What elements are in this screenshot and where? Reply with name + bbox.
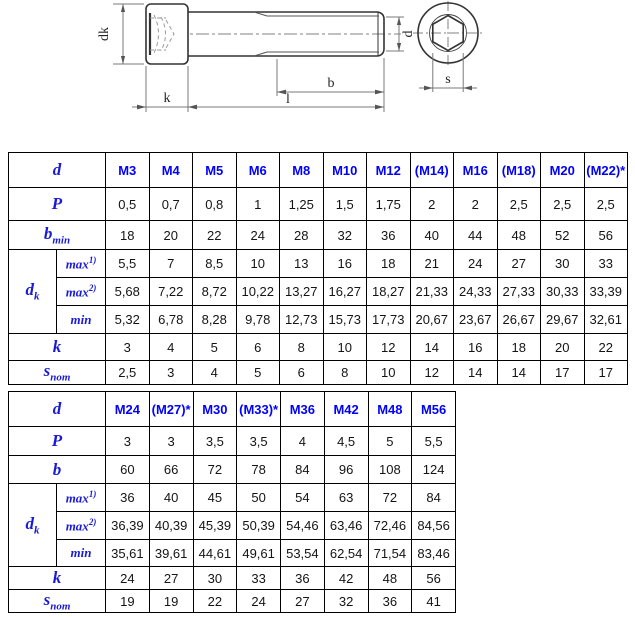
head-dia-min-value: 26,67 xyxy=(497,306,541,334)
head-dia-min-value: 8,28 xyxy=(193,306,237,334)
column-header: M42 xyxy=(324,392,368,427)
row-label-min: min xyxy=(57,540,106,567)
column-header: M8 xyxy=(280,153,324,188)
head-dia-min-value: 44,61 xyxy=(193,540,237,567)
head-dia-min-value: 29,67 xyxy=(541,306,585,334)
row-label-max2: $\max^{2)}$ xyxy=(57,278,106,306)
column-header: M16 xyxy=(454,153,498,188)
head-dia-max2-value: 21,33 xyxy=(410,278,454,306)
dim-label-l: l xyxy=(286,92,290,107)
socket-size-value: 10 xyxy=(367,361,411,385)
column-header: (M27)* xyxy=(149,392,193,427)
socket-size-value: 41 xyxy=(412,590,456,613)
row-head-dia-max1 xyxy=(9,250,628,278)
head-dia-max2-value: 16,27 xyxy=(323,278,367,306)
pitch-value: 2 xyxy=(454,188,498,221)
pitch-value: 0,8 xyxy=(193,188,237,221)
column-header: (M14) xyxy=(410,153,454,188)
thread-length-value: 124 xyxy=(412,456,456,484)
head-dia-max2-value: 40,39 xyxy=(149,512,193,540)
dim-label-k: k xyxy=(163,91,171,106)
head-dia-max1-value: 36 xyxy=(106,484,150,512)
head-dia-max2-value: 5,68 xyxy=(106,278,150,306)
row-label-max1: $\max^{1)}$ xyxy=(57,250,106,278)
dim-label-d: d xyxy=(401,30,416,38)
row-label-max1: $\max^{1)}$ xyxy=(57,484,106,512)
head-dia-max1-value: 5,5 xyxy=(106,250,150,278)
socket-size-value: 5 xyxy=(236,361,280,385)
head-height-value: 16 xyxy=(454,334,498,361)
socket-size-value: 12 xyxy=(410,361,454,385)
head-dia-max2-value: 33,39 xyxy=(584,278,628,306)
socket-size-value: 32 xyxy=(324,590,368,613)
head-dia-max2-value: 13,27 xyxy=(280,278,324,306)
row-head-dia-min xyxy=(9,306,628,334)
thread-length-value: 84 xyxy=(281,456,325,484)
head-dia-max1-value: 24 xyxy=(454,250,498,278)
pitch-value: 3 xyxy=(149,427,193,456)
head-height-value: 12 xyxy=(367,334,411,361)
head-dia-max2-value: 45,39 xyxy=(193,512,237,540)
head-dia-max2-value: 84,56 xyxy=(412,512,456,540)
head-height-value: 5 xyxy=(193,334,237,361)
head-dia-max2-value: 24,33 xyxy=(454,278,498,306)
header-row xyxy=(9,392,456,427)
head-dia-max2-value: 54,46 xyxy=(281,512,325,540)
row-label-d: d xyxy=(9,153,106,188)
head-dia-max1-value: 21 xyxy=(410,250,454,278)
head-dia-min-value: 49,61 xyxy=(237,540,281,567)
head-dia-min-value: 20,67 xyxy=(410,306,454,334)
socket-size-value: 19 xyxy=(106,590,150,613)
thread-length-value: 48 xyxy=(497,221,541,250)
head-height-value: 14 xyxy=(410,334,454,361)
head-dia-max1-value: 40 xyxy=(149,484,193,512)
screw-head-side-view xyxy=(146,4,188,64)
pitch-value: 0,5 xyxy=(106,188,150,221)
screw-dimensions-table-m3-m22 xyxy=(8,152,628,385)
row-pitch xyxy=(9,188,628,221)
head-height-value: 56 xyxy=(412,567,456,590)
head-dia-max1-value: 72 xyxy=(368,484,412,512)
row-label-max2: $\max^{2)}$ xyxy=(57,512,106,540)
row-head-dia-max2 xyxy=(9,512,456,540)
column-header: M5 xyxy=(193,153,237,188)
socket-size-value: 14 xyxy=(497,361,541,385)
socket-size-value: 3 xyxy=(149,361,193,385)
row-head-height xyxy=(9,567,456,590)
thread-length-value: 96 xyxy=(324,456,368,484)
header-row xyxy=(9,153,628,188)
head-height-value: 30 xyxy=(193,567,237,590)
head-dia-min-value: 35,61 xyxy=(106,540,150,567)
head-height-value: 18 xyxy=(497,334,541,361)
thread-length-value: 52 xyxy=(541,221,585,250)
pitch-value: 3,5 xyxy=(193,427,237,456)
pitch-value: 4 xyxy=(281,427,325,456)
thread-length-value: 78 xyxy=(237,456,281,484)
thread-length-value: 22 xyxy=(193,221,237,250)
pitch-value: 2,5 xyxy=(584,188,628,221)
dim-label-b: b xyxy=(327,76,335,91)
head-dia-max1-value: 45 xyxy=(193,484,237,512)
head-dia-max1-value: 50 xyxy=(237,484,281,512)
row-head-height xyxy=(9,334,628,361)
row-label-d: d xyxy=(9,392,106,427)
thread-length-value: 32 xyxy=(323,221,367,250)
socket-size-value: 24 xyxy=(237,590,281,613)
head-height-value: 22 xyxy=(584,334,628,361)
head-dia-max1-value: 27 xyxy=(497,250,541,278)
head-dia-min-value: 83,46 xyxy=(412,540,456,567)
pitch-value: 1 xyxy=(236,188,280,221)
row-socket-size xyxy=(9,590,456,613)
socket-size-value: 36 xyxy=(368,590,412,613)
thread-length-value: 108 xyxy=(368,456,412,484)
pitch-value: 2 xyxy=(410,188,454,221)
head-dia-min-value: 23,67 xyxy=(454,306,498,334)
head-dia-max1-value: 16 xyxy=(323,250,367,278)
column-header: M30 xyxy=(193,392,237,427)
column-header: M36 xyxy=(281,392,325,427)
pitch-value: 1,25 xyxy=(280,188,324,221)
head-height-value: 3 xyxy=(106,334,150,361)
thread-length-value: 28 xyxy=(280,221,324,250)
thread-length-value: 44 xyxy=(454,221,498,250)
pitch-value: 3,5 xyxy=(237,427,281,456)
row-label-min: min xyxy=(57,306,106,334)
pitch-value: 4,5 xyxy=(324,427,368,456)
column-header: M56 xyxy=(412,392,456,427)
row-label-s-nom: $s_{nom}$ xyxy=(9,361,106,385)
column-header: M20 xyxy=(541,153,585,188)
head-dia-max2-value: 7,22 xyxy=(149,278,193,306)
socket-size-value: 17 xyxy=(541,361,585,385)
row-label-dk: $d_k$ xyxy=(9,484,57,567)
row-label-b-min: $b_{min}$ xyxy=(9,221,106,250)
pitch-value: 1,5 xyxy=(323,188,367,221)
head-dia-min-value: 39,61 xyxy=(149,540,193,567)
screw-end-view xyxy=(413,1,483,67)
thread-length-value: 66 xyxy=(149,456,193,484)
screw-technical-drawing xyxy=(0,0,635,148)
thread-length-value: 72 xyxy=(193,456,237,484)
head-dia-max2-value: 18,27 xyxy=(367,278,411,306)
column-header: M10 xyxy=(323,153,367,188)
socket-size-value: 17 xyxy=(584,361,628,385)
head-height-value: 48 xyxy=(368,567,412,590)
head-height-value: 6 xyxy=(236,334,280,361)
head-dia-min-value: 17,73 xyxy=(367,306,411,334)
head-dia-min-value: 6,78 xyxy=(149,306,193,334)
head-dia-min-value: 15,73 xyxy=(323,306,367,334)
head-height-value: 36 xyxy=(281,567,325,590)
head-dia-max2-value: 27,33 xyxy=(497,278,541,306)
head-dia-max1-value: 13 xyxy=(280,250,324,278)
row-head-dia-max1 xyxy=(9,484,456,512)
head-dia-max1-value: 8,5 xyxy=(193,250,237,278)
row-thread-length xyxy=(9,456,456,484)
row-label-dk: $d_k$ xyxy=(9,250,57,334)
head-dia-max1-value: 84 xyxy=(412,484,456,512)
column-header: M48 xyxy=(368,392,412,427)
head-height-value: 10 xyxy=(323,334,367,361)
head-dia-max2-value: 72,46 xyxy=(368,512,412,540)
row-pitch xyxy=(9,427,456,456)
thread-length-value: 56 xyxy=(584,221,628,250)
head-height-value: 8 xyxy=(280,334,324,361)
head-height-value: 42 xyxy=(324,567,368,590)
socket-size-value: 2,5 xyxy=(106,361,150,385)
head-dia-max1-value: 33 xyxy=(584,250,628,278)
row-label-k: k xyxy=(9,567,106,590)
head-dia-max1-value: 7 xyxy=(149,250,193,278)
head-dia-min-value: 53,54 xyxy=(281,540,325,567)
row-thread-length xyxy=(9,221,628,250)
column-header: (M33)* xyxy=(237,392,281,427)
thread-length-value: 24 xyxy=(236,221,280,250)
head-dia-max2-value: 50,39 xyxy=(237,512,281,540)
column-header: M24 xyxy=(106,392,150,427)
column-header: M6 xyxy=(236,153,280,188)
pitch-value: 1,75 xyxy=(367,188,411,221)
head-dia-max1-value: 30 xyxy=(541,250,585,278)
row-socket-size xyxy=(9,361,628,385)
row-head-dia-max2 xyxy=(9,278,628,306)
dim-dk xyxy=(113,4,144,64)
column-header: M3 xyxy=(106,153,150,188)
head-dia-min-value: 71,54 xyxy=(368,540,412,567)
column-header: M4 xyxy=(149,153,193,188)
head-dia-max1-value: 63 xyxy=(324,484,368,512)
pitch-value: 5,5 xyxy=(412,427,456,456)
thread-length-value: 40 xyxy=(410,221,454,250)
head-dia-max2-value: 8,72 xyxy=(193,278,237,306)
row-head-dia-min xyxy=(9,540,456,567)
head-dia-max1-value: 54 xyxy=(281,484,325,512)
pitch-value: 2,5 xyxy=(497,188,541,221)
pitch-value: 0,7 xyxy=(149,188,193,221)
dim-label-s: s xyxy=(445,72,451,87)
socket-size-value: 14 xyxy=(454,361,498,385)
head-dia-min-value: 9,78 xyxy=(236,306,280,334)
head-dia-max2-value: 63,46 xyxy=(324,512,368,540)
head-height-value: 24 xyxy=(106,567,150,590)
row-label-k: k xyxy=(9,334,106,361)
thread-length-value: 36 xyxy=(367,221,411,250)
head-dia-max2-value: 30,33 xyxy=(541,278,585,306)
head-height-value: 33 xyxy=(237,567,281,590)
socket-size-value: 22 xyxy=(193,590,237,613)
pitch-value: 2,5 xyxy=(541,188,585,221)
pitch-value: 3 xyxy=(106,427,150,456)
row-label-P: P xyxy=(9,427,106,456)
head-dia-min-value: 12,73 xyxy=(280,306,324,334)
column-header: M12 xyxy=(367,153,411,188)
screw-drawing-svg xyxy=(0,0,635,148)
socket-size-value: 8 xyxy=(323,361,367,385)
column-header: (M22)* xyxy=(584,153,628,188)
socket-size-value: 19 xyxy=(149,590,193,613)
head-dia-min-value: 62,54 xyxy=(324,540,368,567)
head-height-value: 4 xyxy=(149,334,193,361)
head-height-value: 27 xyxy=(149,567,193,590)
dim-label-dk: dk xyxy=(97,27,112,41)
socket-size-value: 27 xyxy=(281,590,325,613)
screw-dimensions-table-m24-m56 xyxy=(8,391,456,613)
row-label-P: P xyxy=(9,188,106,221)
head-dia-min-value: 32,61 xyxy=(584,306,628,334)
head-dia-max1-value: 18 xyxy=(367,250,411,278)
thread-length-value: 60 xyxy=(106,456,150,484)
head-dia-min-value: 5,32 xyxy=(106,306,150,334)
row-label-b: b xyxy=(9,456,106,484)
head-dia-max2-value: 10,22 xyxy=(236,278,280,306)
row-label-s-nom: $s_{nom}$ xyxy=(9,590,106,613)
socket-size-value: 6 xyxy=(280,361,324,385)
socket-size-value: 4 xyxy=(193,361,237,385)
pitch-value: 5 xyxy=(368,427,412,456)
column-header: (M18) xyxy=(497,153,541,188)
thread-length-value: 18 xyxy=(106,221,150,250)
head-height-value: 20 xyxy=(541,334,585,361)
head-dia-max2-value: 36,39 xyxy=(106,512,150,540)
thread-length-value: 20 xyxy=(149,221,193,250)
head-dia-max1-value: 10 xyxy=(236,250,280,278)
